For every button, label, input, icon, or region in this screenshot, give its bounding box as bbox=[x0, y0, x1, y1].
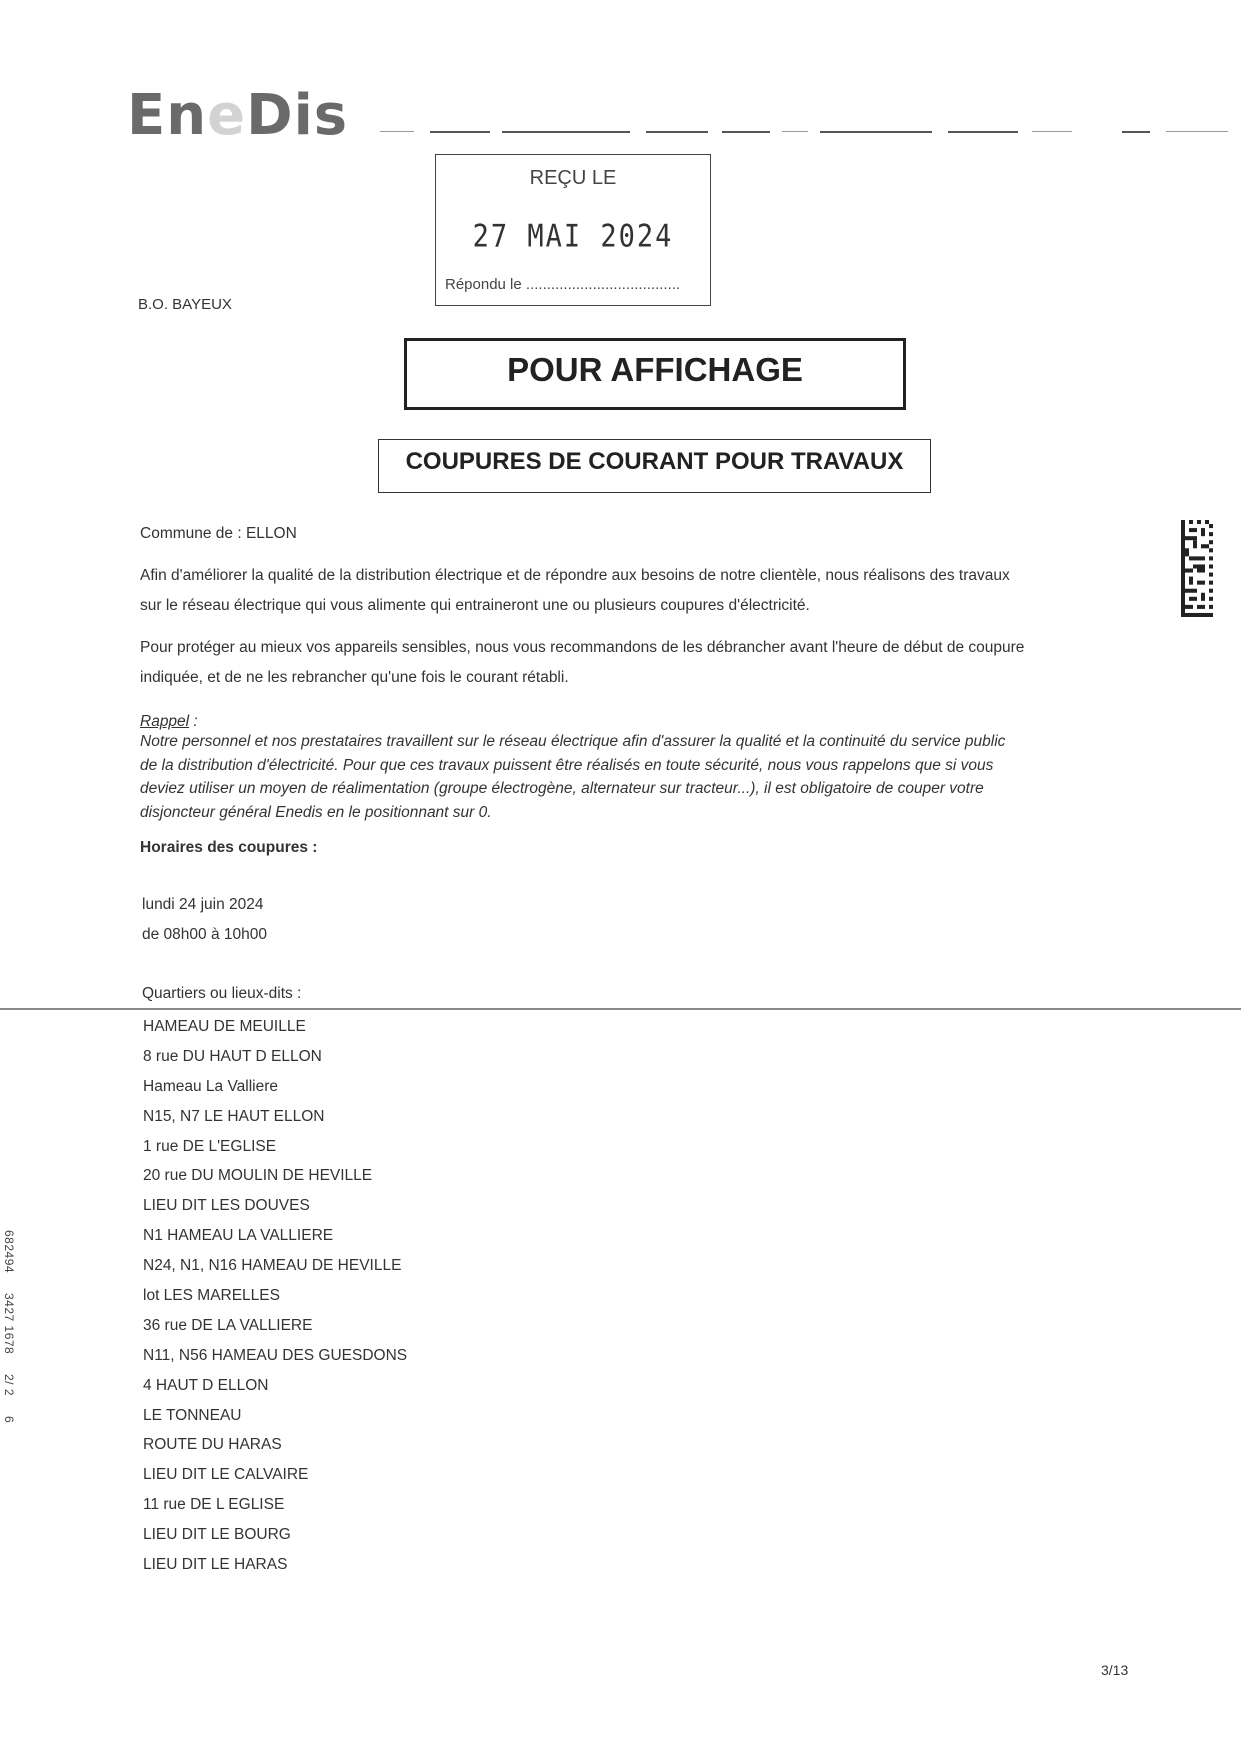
list-item: 4 HAUT D ELLON bbox=[143, 1376, 269, 1394]
rappel-label-suffix: : bbox=[189, 713, 198, 730]
enedis-logo bbox=[127, 83, 349, 148]
intro-paragraph bbox=[140, 561, 1150, 621]
posting-banner: POUR AFFICHAGE bbox=[404, 338, 906, 410]
list-item: HAMEAU DE MEUILLE bbox=[143, 1018, 306, 1035]
received-stamp bbox=[435, 154, 711, 306]
list-item: N11, N56 HAMEAU DES GUESDONS bbox=[143, 1346, 408, 1364]
side-code-part: 6 bbox=[2, 1415, 16, 1424]
list-item: LIEU DIT LES DOUVES bbox=[143, 1197, 310, 1215]
list-item: ROUTE DU HARAS bbox=[143, 1436, 282, 1454]
stamp-title: REÇU LE bbox=[529, 167, 617, 189]
list-item: 36 rue DE LA VALLIERE bbox=[143, 1316, 313, 1334]
list-item: 1 rue DE L'EGLISE bbox=[143, 1137, 277, 1155]
schedule-time: de 08h00 à 10h00 bbox=[142, 926, 267, 943]
stamp-reply-line: Répondu le ..................................... bbox=[445, 276, 681, 293]
list-item: 8 rue DU HAUT D ELLON bbox=[143, 1047, 322, 1065]
datamatrix-barcode bbox=[1181, 520, 1213, 617]
advice-line-1: Pour protéger au mieux vos appareils sensibles, nous vous recommandons de les débrancher avant l'heure de début de coupure bbox=[140, 639, 1025, 656]
list-item: LIEU DIT LE BOURG bbox=[143, 1526, 291, 1544]
advice-paragraph bbox=[140, 633, 1150, 693]
list-item: 20 rue DU MOULIN DE HEVILLE bbox=[143, 1167, 373, 1185]
schedule-heading: Horaires des coupures : bbox=[140, 839, 318, 856]
schedule-date: lundi 24 juin 2024 bbox=[142, 896, 264, 913]
scan-divider-line bbox=[0, 1008, 1241, 1010]
advice-line-2: indiquée, et de ne les rebrancher qu'une fois le courant rétabli. bbox=[140, 669, 569, 686]
logo-part-3: Dis bbox=[246, 83, 349, 148]
list-item: Hameau La Valliere bbox=[143, 1077, 278, 1095]
list-item: LIEU DIT LE HARAS bbox=[143, 1556, 288, 1574]
page-number: 3/13 bbox=[1101, 1662, 1129, 1678]
list-item: 11 rue DE L EGLISE bbox=[143, 1496, 285, 1514]
list-item: LIEU DIT LE CALVAIRE bbox=[143, 1466, 309, 1484]
side-code-part: 682494 bbox=[2, 1230, 16, 1274]
header-dashed-line bbox=[380, 131, 1228, 133]
intro-line-2: sur le réseau électrique qui vous alimente qui entraineront une ou plusieurs coupures d'électricité. bbox=[140, 597, 810, 614]
sender-office: B.O. BAYEUX bbox=[138, 296, 232, 313]
list-item: N15, N7 LE HAUT ELLON bbox=[143, 1107, 325, 1125]
logo-part-1: En bbox=[127, 83, 208, 148]
commune: Commune de : ELLON bbox=[140, 525, 297, 542]
rappel-line-4: disjoncteur général Enedis en le positionnant sur 0. bbox=[140, 803, 492, 821]
rappel-line-3: deviez utiliser un moyen de réalimentation (groupe électrogène, alternateur sur tracteur...), il est obligatoire de couper votre bbox=[140, 780, 984, 797]
logo-part-2: e bbox=[207, 83, 247, 148]
side-code-part: 3427 1678 bbox=[2, 1292, 16, 1355]
list-item: lot LES MARELLES bbox=[143, 1287, 280, 1305]
list-item: N24, N1, N16 HAMEAU DE HEVILLE bbox=[143, 1257, 402, 1275]
list-item: N1 HAMEAU LA VALLIERE bbox=[143, 1227, 334, 1245]
subject-box: COUPURES DE COURANT POUR TRAVAUX bbox=[378, 439, 931, 493]
stamp-date: 27 MAI 2024 bbox=[472, 218, 674, 255]
rappel-line-2: de la distribution d'électricité. Pour que ces travaux puissent être réalisés en toute sécurité, nous vous rappelons que si vous bbox=[140, 756, 994, 774]
side-code-part: 2/ 2 bbox=[2, 1373, 16, 1396]
rappel-line-1: Notre personnel et nos prestataires travaillent sur le réseau électrique afin d'assurer la qualité et la continuité du service public bbox=[140, 733, 1006, 750]
intro-line-1: Afin d'améliorer la qualité de la distribution électrique et de répondre aux besoins de notre clientèle, nous réalisons des travaux bbox=[140, 567, 1010, 584]
side-tracking-code bbox=[2, 1230, 16, 1439]
rappel-body bbox=[140, 730, 1150, 824]
places-list bbox=[143, 1012, 407, 1580]
rappel-label: Rappel bbox=[140, 713, 190, 730]
places-heading: Quartiers ou lieux-dits : bbox=[142, 985, 302, 1002]
list-item: LE TONNEAU bbox=[143, 1406, 242, 1424]
rappel-heading bbox=[140, 713, 198, 731]
